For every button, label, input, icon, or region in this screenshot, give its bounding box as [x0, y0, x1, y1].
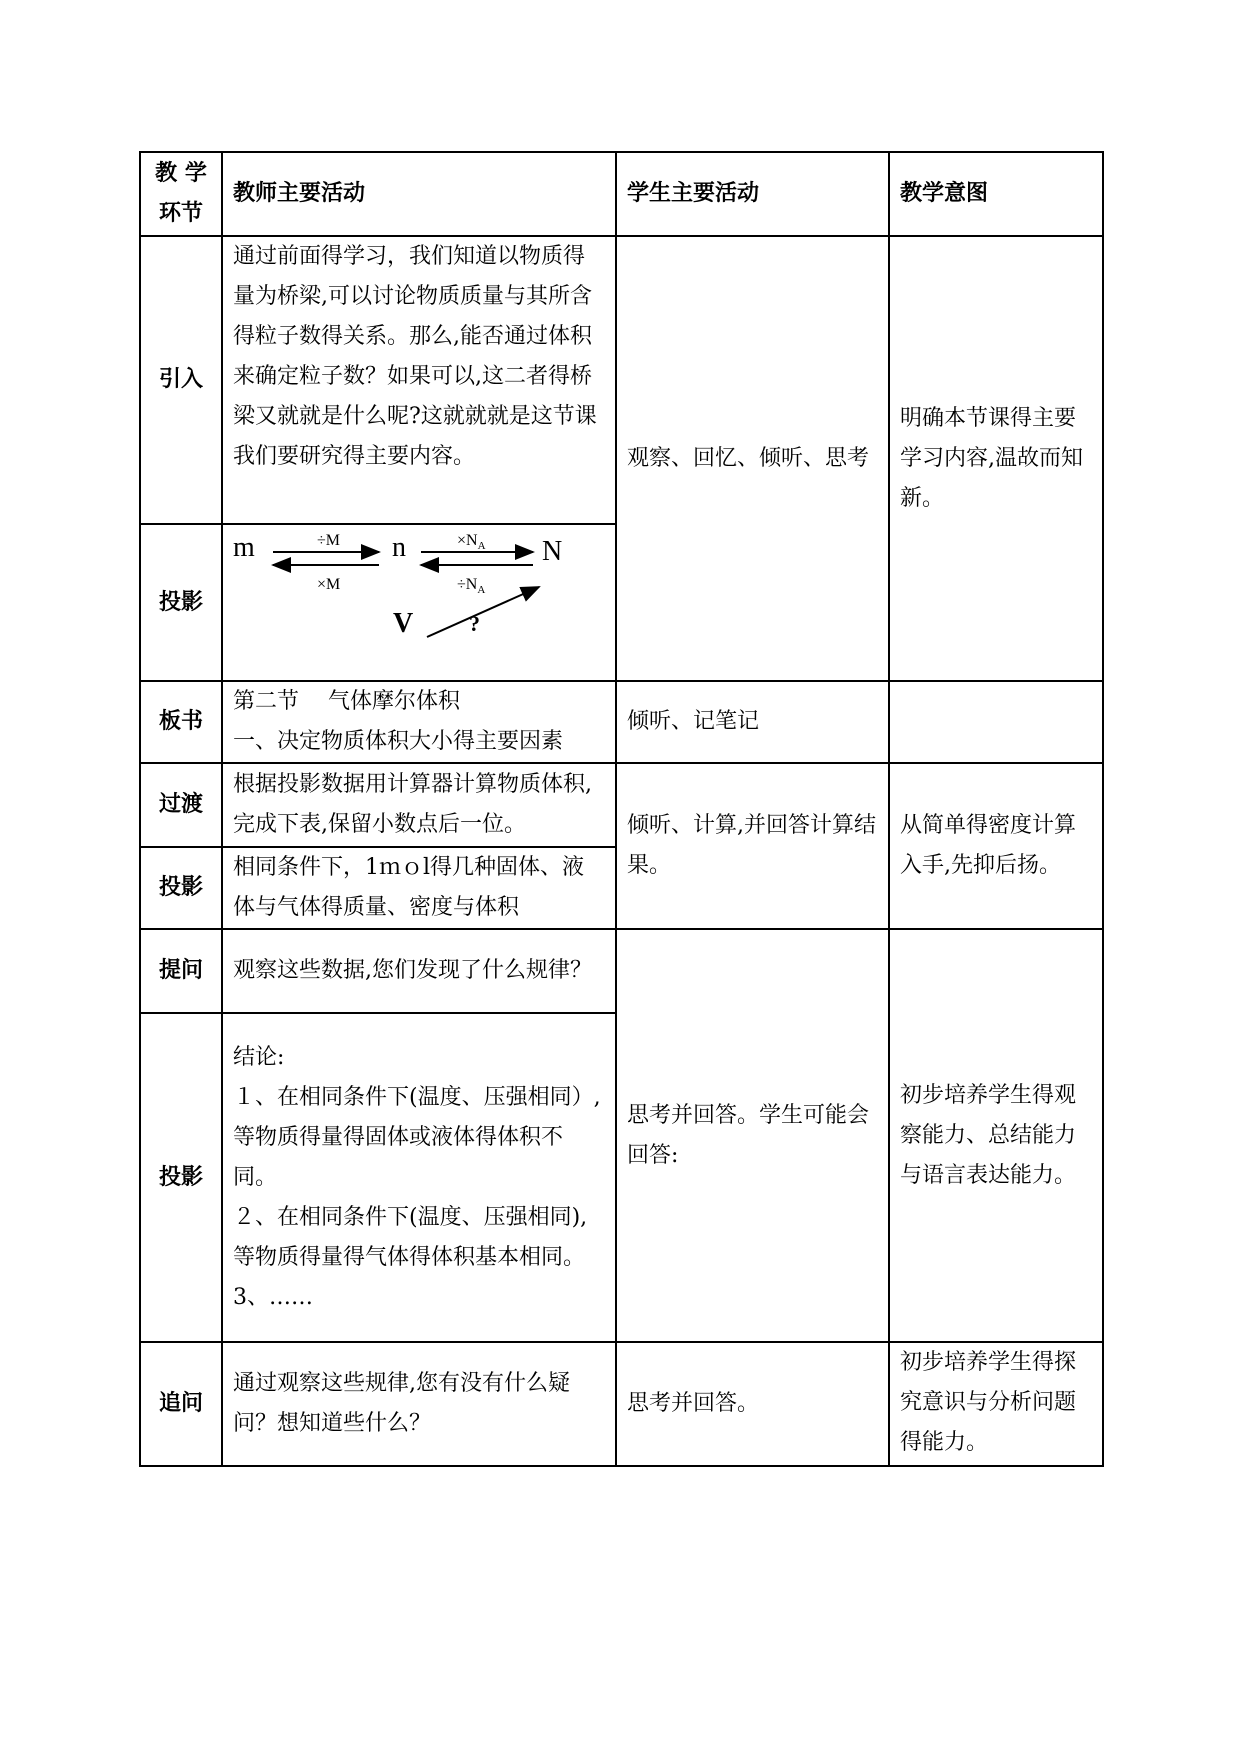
conclusion-item-2: ２、在相同条件下(温度、压强相同),等物质得量得气体得体积基本相同。 — [233, 1204, 588, 1270]
label-mul-m: ×M — [317, 576, 341, 593]
header-intent: 教学意图 — [889, 152, 1103, 236]
table-row — [140, 236, 1103, 524]
stage-transition: 过渡 — [140, 763, 222, 847]
question-student: 思考并回答。学生可能会回答: — [616, 929, 889, 1342]
projection2-teacher: 相同条件下，1ｍｏl得几种固体、液体与气体得质量、密度与体积 — [222, 847, 616, 929]
board-line-1: 第二节 气体摩尔体积 — [233, 689, 460, 714]
followup-teacher: 通过观察这些规律,您有没有什么疑问？想知道些什么？ — [222, 1342, 616, 1466]
transition-teacher: 根据投影数据用计算器计算物质体积,完成下表,保留小数点后一位。 — [222, 763, 616, 847]
intro-student: 观察、回忆、倾听、思考 — [616, 236, 889, 681]
header-teacher: 教师主要活动 — [222, 152, 616, 236]
header-stage: 教 学 环节 — [140, 152, 222, 236]
stage-projection-2: 投影 — [140, 847, 222, 929]
transition-student: 倾听、计算,并回答计算结果。 — [616, 763, 889, 929]
conclusion-item-1: １、在相同条件下(温度、压强相同）,等物质得量得固体或液体得体积不同。 — [233, 1084, 601, 1190]
board-intent — [889, 681, 1103, 763]
stage-question: 提问 — [140, 929, 222, 1013]
symbol-m: m — [233, 532, 255, 563]
stage-intro: 引入 — [140, 236, 222, 524]
intro-teacher: 通过前面得学习，我们知道以物质得量为桥梁,可以讨论物质质量与其所含得粒子数得关系。那么,能否通过体积来确定粒子数？如果可以,这二者得桥梁又就就是什么呢?这就就就是这节课我们要研究得主要内容。 — [222, 236, 616, 524]
relation-diagram — [229, 525, 609, 675]
stage-followup: 追问 — [140, 1342, 222, 1466]
question-mark: ? — [469, 611, 480, 636]
symbol-n: n — [392, 532, 406, 563]
board-student: 倾听、记笔记 — [616, 681, 889, 763]
conclusion-item-3: 3、…… — [233, 1284, 313, 1310]
question-teacher: 观察这些数据,您们发现了什么规律？ — [222, 929, 616, 1013]
table-row — [140, 763, 1103, 847]
intro-intent: 明确本节课得主要学习内容,温故而知新。 — [889, 236, 1103, 681]
followup-intent: 初步培养学生得探究意识与分析问题得能力。 — [889, 1342, 1103, 1466]
label-div-na: $\div N_A$ — [457, 576, 486, 596]
projection3-teacher — [222, 1013, 616, 1342]
followup-student: 思考并回答。 — [616, 1342, 889, 1466]
transition-intent: 从简单得密度计算入手,先抑后扬。 — [889, 763, 1103, 929]
lesson-plan-table — [139, 151, 1104, 1467]
conclusion-title: 结论: — [233, 1044, 285, 1070]
board-line-2: 一、决定物质体积大小得主要因素 — [233, 729, 564, 754]
label-div-m: ÷M — [317, 532, 341, 549]
relation-diagram-cell — [222, 524, 616, 681]
stage-projection-1: 投影 — [140, 524, 222, 681]
question-intent: 初步培养学生得观察能力、总结能力与语言表达能力。 — [889, 929, 1103, 1342]
relation-diagram-svg — [229, 525, 609, 675]
symbol-N: N — [542, 536, 563, 567]
header-row — [140, 152, 1103, 236]
label-mul-na: $\times N_A$ — [457, 532, 486, 552]
table-row — [140, 1342, 1103, 1466]
table-row — [140, 929, 1103, 1013]
stage-board: 板书 — [140, 681, 222, 763]
board-teacher — [222, 681, 616, 763]
header-student: 学生主要活动 — [616, 152, 889, 236]
table-row — [140, 681, 1103, 763]
symbol-V: V — [393, 608, 414, 639]
stage-projection-3: 投影 — [140, 1013, 222, 1342]
